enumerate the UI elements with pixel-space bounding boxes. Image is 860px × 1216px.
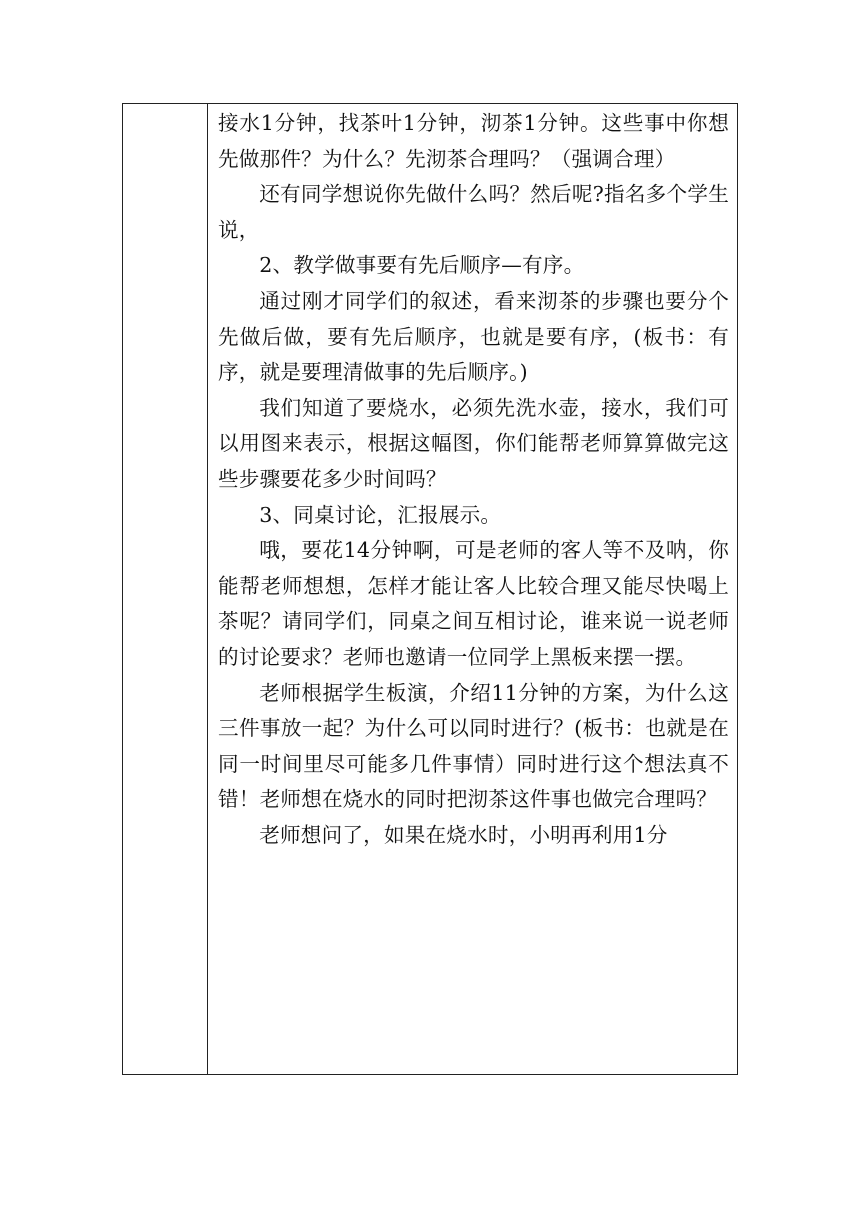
paragraph-3: 2、教学做事要有先后顺序—有序。	[259, 253, 585, 278]
paragraph-8: 老师根据学生板演，介绍11分钟的方案，为什么这三件事放一起？为什么可以同时进行？(板书：也就是在同一时间里尽可能多几件事情）同时进行这个想法真不错！老师想在烧水的同时把沏茶这件事也做完合理吗？	[218, 680, 729, 812]
paragraph-7: 哦，要花14分钟啊，可是老师的客人等不及呐，你能帮老师想想，怎样才能让客人比较合理又能尽快喝上茶呢？请同学们，同桌之间互相讨论，谁来说一说老师的讨论要求？老师也邀请一位同学上黑板来摆一摆。	[218, 538, 729, 669]
lesson-table	[122, 103, 738, 1075]
paragraph-9: 老师想问了，如果在烧水时，小明再利用1分	[259, 822, 668, 847]
table-content-cell	[209, 104, 737, 1074]
paragraph-2: 还有同学想说你先做什么吗？然后呢?指名多个学生说，	[218, 182, 729, 242]
table-left-column	[123, 104, 208, 1074]
paragraph-6: 3、同桌讨论，汇报展示。	[259, 502, 502, 527]
paragraph-4: 通过刚才同学们的叙述，看来沏茶的步骤也要分个先做后做，要有先后顺序，也就是要有序，(板书：有序，就是要理清做事的先后顺序。)	[218, 288, 729, 385]
paragraph-5: 我们知道了要烧水，必须先洗水壶，接水，我们可以用图来表示，根据这幅图，你们能帮老师算算做完这些步骤要花多少时间吗？	[218, 395, 729, 491]
paragraph-1: 接水1分钟，找茶叶1分钟，沏茶1分钟。这些事中你想先做那件？为什么？先沏茶合理吗？（强调合理）	[218, 111, 729, 171]
